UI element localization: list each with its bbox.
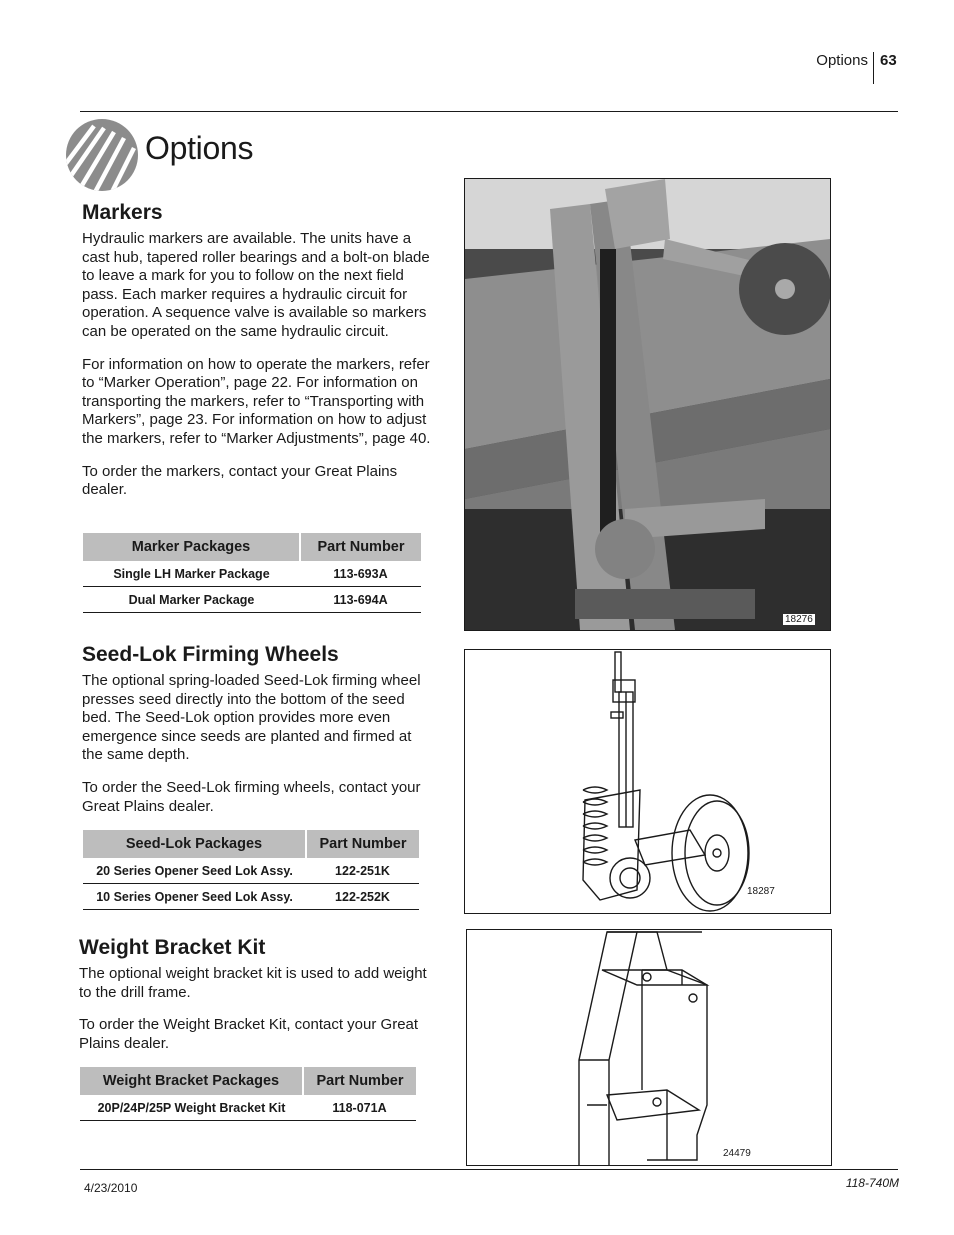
weight-packages-table: [80, 1067, 416, 1121]
column-header: Marker Packages: [83, 533, 300, 561]
marker-photo-figure: [464, 178, 831, 631]
table-row: [83, 884, 419, 910]
column-header: Seed-Lok Packages: [83, 830, 306, 858]
part-number: 113-694A: [300, 587, 421, 613]
table-header-row: [83, 830, 419, 858]
seedlok-paragraph-2: To order the Seed-Lok firming wheels, contact your Great Plains dealer.: [82, 778, 421, 815]
column-header: Part Number: [306, 830, 419, 858]
footer-rule: [80, 1169, 898, 1170]
table-row: [83, 587, 421, 613]
seedlok-wheel-drawing: [465, 650, 830, 913]
weight-heading: Weight Bracket Kit: [79, 936, 266, 959]
footer-date: 4/23/2010: [84, 1181, 138, 1195]
seedlok-paragraph-1: The optional spring-loaded Seed-Lok firming wheel presses seed directly into the bottom of the seed bed. The Seed-Lok option provides more even emergence since seeds are planted and firmed at the same depth.: [82, 672, 421, 764]
table-row: [83, 561, 421, 587]
marker-packages-table: [83, 533, 421, 613]
weight-paragraph-1: The optional weight bracket kit is used to add weight to the drill frame.: [79, 965, 427, 1001]
weight-bracket-figure: [466, 929, 832, 1166]
package-name: 20 Series Opener Seed Lok Assy.: [83, 858, 306, 884]
page-number: 63: [880, 52, 897, 69]
part-number: 122-251K: [306, 858, 419, 884]
package-name: Single LH Marker Package: [83, 561, 300, 587]
markers-paragraph-3: To order the markers, contact your Great Plains dealer.: [82, 462, 398, 499]
figure-id: 18276: [785, 614, 813, 625]
package-name: Dual Marker Package: [83, 587, 300, 613]
part-number: 118-071A: [303, 1095, 416, 1121]
seedlok-heading: Seed-Lok Firming Wheels: [82, 643, 339, 666]
footer-doc-number: 118-740M: [845, 1176, 899, 1190]
table-header-row: [83, 533, 421, 561]
seedlok-figure: [464, 649, 831, 914]
weight-paragraph-2: To order the Weight Bracket Kit, contact your Great Plains dealer.: [79, 1016, 419, 1052]
header-divider: [873, 52, 874, 84]
table-header-row: [80, 1067, 416, 1095]
markers-section: [82, 201, 434, 500]
part-number: 113-693A: [300, 561, 421, 587]
markers-paragraph-1: Hydraulic markers are available. The units have a cast hub, tapered roller bearings and a bolt-on blade to leave a mark for you to follow on the next field pass. Each marker requires a hydraulic circuit for operation. A sequence valve is available so markers can be operated on the same hydraulic circuit.: [82, 230, 430, 340]
part-number: 122-252K: [306, 884, 419, 910]
column-header: Weight Bracket Packages: [80, 1067, 303, 1095]
column-header: Part Number: [300, 533, 421, 561]
package-name: 20P/24P/25P Weight Bracket Kit: [80, 1095, 303, 1121]
weight-bracket-drawing: [467, 930, 831, 1165]
seedlok-section: [82, 643, 434, 816]
markers-paragraph-2: For information on how to operate the markers, refer to “Marker Operation”, page 22. For information on transporting the markers, refer to “Transporting with Markers”, page 23. For information on how to adjust the markers, refer to “Marker Adjustments”, page 40.: [82, 355, 431, 447]
running-header-section: Options: [816, 52, 868, 69]
seedlok-packages-table: [83, 830, 419, 910]
package-name: 10 Series Opener Seed Lok Assy.: [83, 884, 306, 910]
drill-marker-photo: [465, 179, 830, 630]
figure-id: 24479: [723, 1148, 751, 1159]
figure-id: 18287: [747, 886, 775, 897]
chapter-title: Options: [145, 130, 254, 166]
column-header: Part Number: [303, 1067, 416, 1095]
table-row: [80, 1095, 416, 1121]
table-row: [83, 858, 419, 884]
header-rule: [80, 111, 898, 112]
weight-section: [79, 936, 433, 1053]
great-plains-logo-icon: [64, 118, 140, 192]
markers-heading: Markers: [82, 201, 163, 224]
